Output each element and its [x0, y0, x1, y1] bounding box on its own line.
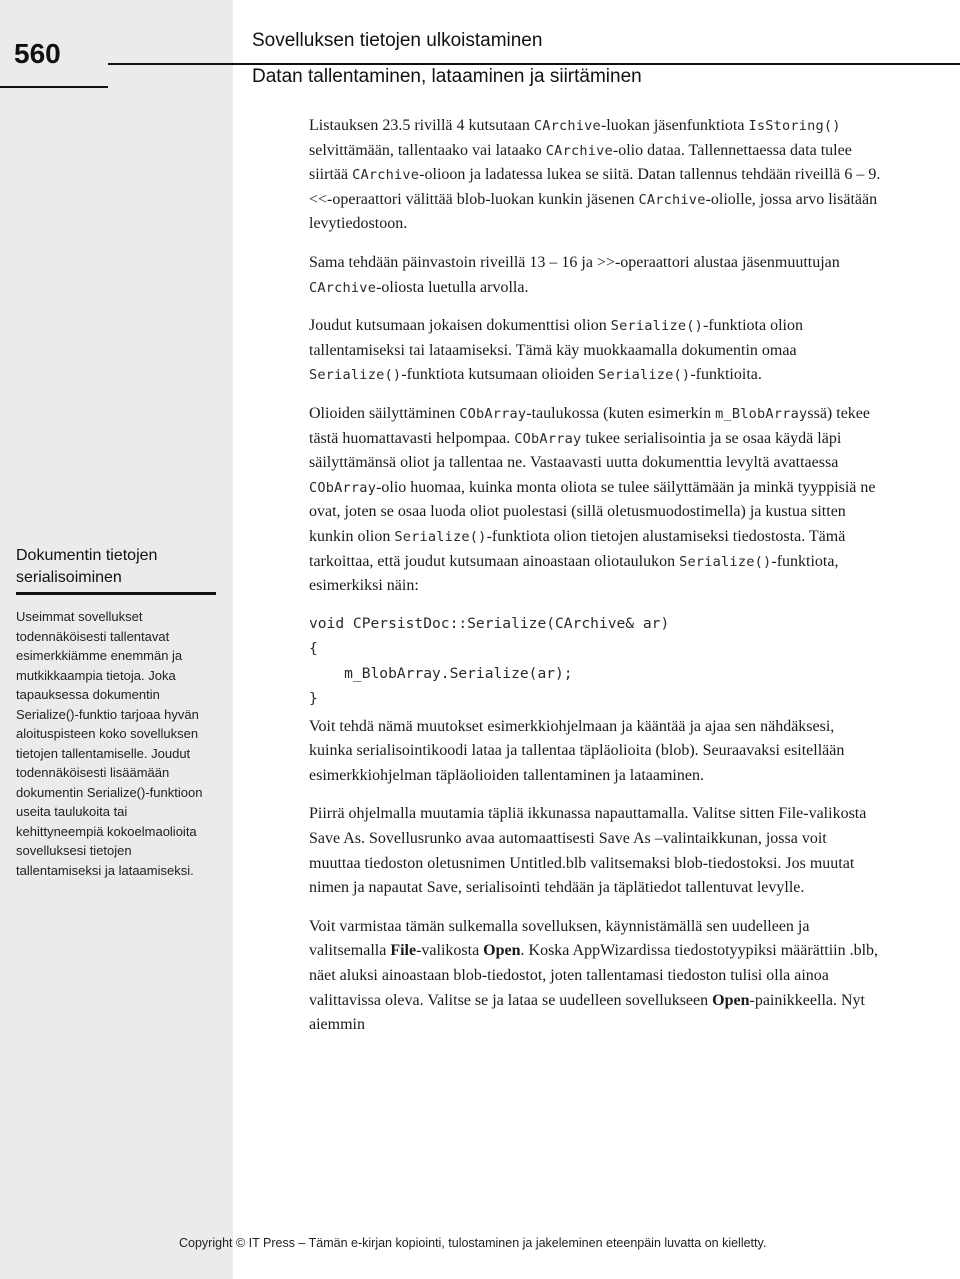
margin-note-title: Dokumentin tietojen serialisoiminen: [16, 547, 158, 586]
section-title: Datan tallentaminen, lataaminen ja siirtäminen: [252, 66, 642, 87]
text-run: -funktiota olion tietojen alustamiseksi tiedostosta. Tämä tarkoittaa, että joudut kutsumaan ainoastaan oliotaulukon: [309, 527, 846, 570]
text-run: -taulukossa (kuten esimerkin: [526, 404, 716, 422]
text-run: tukee serialisointia ja se osaa käydä läpi säilyttämänsä oliot ja tallentaa ne. Vastaavasti uutta dokumenttia levyltä avattaessa: [309, 429, 842, 472]
paragraph-7: [309, 915, 881, 1038]
text-run: -luokan jäsenfunktiota: [600, 117, 749, 134]
inline-code: CArchive: [545, 142, 613, 159]
code-block: [309, 611, 881, 711]
paragraph-3: [309, 314, 881, 388]
copyright-footer: Copyright © IT Press – Tämän e-kirjan kopiointi, tulostaminen ja jakeleminen eteenpäin luvatta on kielletty.: [179, 1236, 767, 1250]
inline-code: CArchive: [638, 191, 706, 208]
text-run: Olioiden säilyttäminen: [309, 404, 460, 422]
margin-note: [16, 545, 216, 880]
inline-code: IsStoring(): [748, 118, 841, 134]
page-number-rule: [0, 86, 108, 88]
code-line: }: [309, 689, 318, 707]
inline-code: CObArray: [459, 405, 527, 422]
margin-note-body: Useimmat sovellukset todennäköisesti tallentavat esimerkkiämme enemmän ja mutkikkaampia tietoja. Joka tapauksessa dokumentin Serialize()-funktio tarjoaa hyvän aloituspisteen koko sovelluksen tietojen tallentamiselle. Joudut todennäköisesti lisäämään dokumentin Serialize()-funktioon useita taulukoita tai kehittyneempiä kokoelmaolioita sovelluksesi tietojen tallentamiseksi ja lataamiseksi.: [16, 609, 203, 878]
text-run: -funktioita.: [690, 366, 762, 384]
margin-note-rule: [16, 592, 216, 595]
paragraph-1: [309, 114, 881, 237]
text-run: -oliosta luetulla arvolla.: [376, 278, 529, 296]
body-text: [309, 114, 881, 1050]
text-run: -olio dataa. Tallennettaessa data tulee siirtää: [309, 141, 852, 184]
inline-code: CArchive: [352, 167, 420, 184]
text-run: -oliolle, jossa arvo lisätään levytiedostoon.: [309, 190, 878, 233]
button-name-open: Open: [712, 991, 750, 1009]
paragraph-6: Piirrä ohjelmalla muutamia täpliä ikkunassa napauttamalla. Valitse sitten File-valikosta Save As. Sovellusrunko avaa automaattisesti Save As –valintaikkunan, jossa voit muuttaa tiedoston oletusnimen Untitled.blb valitsemaksi blob-tiedostoksi. Jos muutat nimen ja napautat Save, serialisointi tehdään ja täplätiedot tallentuvat levylle.: [309, 805, 867, 897]
text-run: Listauksen 23.5 rivillä 4 kutsutaan: [309, 117, 534, 134]
inline-code: Serialize(): [598, 367, 691, 384]
code-line: m_BlobArray.Serialize(ar);: [309, 664, 573, 682]
inline-code: Serialize(): [610, 318, 703, 335]
paragraph-5: Voit tehdä nämä muutokset esimerkkiohjelmaan ja kääntää ja ajaa sen nähdäksesi, kuinka serialisointikoodi lataa ja tallentaa täpläolioita (blob). Seuraavaksi esitellään esimerkkiohjelman täpläolioiden tallentaminen ja lataaminen.: [309, 717, 845, 784]
inline-code: CArchive: [309, 279, 377, 296]
inline-code: CObArray: [514, 430, 582, 447]
inline-code: Serialize(): [679, 553, 772, 570]
header-rule: [108, 63, 960, 65]
text-run: ssä) tekee tästä huomattavasti helpompaa.: [309, 404, 870, 447]
text-run: Sama tehdään päinvastoin riveillä 13 – 16 ja >>-operaattori alustaa jäsenmuuttujan: [309, 253, 840, 271]
menu-name-file: File: [390, 942, 417, 960]
inline-code: CObArray: [309, 479, 377, 496]
inline-code: m_BlobArray: [715, 405, 808, 422]
text-run: -funktiota olion tallentamiseksi tai lataamiseksi. Tämä käy muokkaamalla dokumentin omaa: [309, 317, 803, 359]
inline-code: Serialize(): [309, 367, 402, 384]
paragraph-4: [309, 402, 881, 599]
inline-code: CArchive: [533, 118, 601, 134]
code-line: {: [309, 639, 318, 657]
inline-code: Serialize(): [394, 528, 487, 545]
page-number: 560: [14, 38, 61, 69]
chapter-title: Sovelluksen tietojen ulkoistaminen: [252, 30, 543, 51]
text-run: -valikosta: [416, 942, 484, 960]
paragraph-2: [309, 251, 881, 300]
text-run: -olio huomaa, kuinka monta oliota se tulee säilyttämään ja minkä tyyppisiä ne ovat, joten se osaa luoda oliot puolestasi (sillä oletusmuodostimella) ja kustua sitten kunkin olion: [309, 478, 876, 545]
text-run: -painikkeella. Nyt aiemmin: [309, 991, 865, 1034]
text-run: Joudut kutsumaan jokaisen dokumenttisi olion: [309, 317, 611, 335]
text-run: . Koska AppWizardissa tiedostotyypiksi määrättiin .blb, näet aluksi ainoastaan blob-tiedostot, joten tallentamasi tiedoston tulisi olla ainoa valittavissa oleva. Valitse se ja lataa se uudelleen sovellukseen: [309, 942, 879, 1009]
text-run: Voit varmistaa tämän sulkemalla sovelluksen, käynnistämällä sen uudelleen ja valitsemalla: [309, 917, 810, 960]
text-run: -funktiota kutsumaan olioiden: [401, 366, 599, 384]
text-run: -funktiota, esimerkiksi näin:: [309, 552, 839, 595]
code-line: void CPersistDoc::Serialize(CArchive& ar): [309, 614, 670, 632]
text-run: -olioon ja ladatessa lukea se siitä. Datan tallennus tehdään riveillä 6 – 9. <<-operaattori välittää blob-luokan kunkin jäsenen: [309, 166, 881, 208]
text-run: selvittämään, tallentaako vai lataako: [309, 141, 546, 159]
menu-item-open: Open: [483, 942, 521, 960]
